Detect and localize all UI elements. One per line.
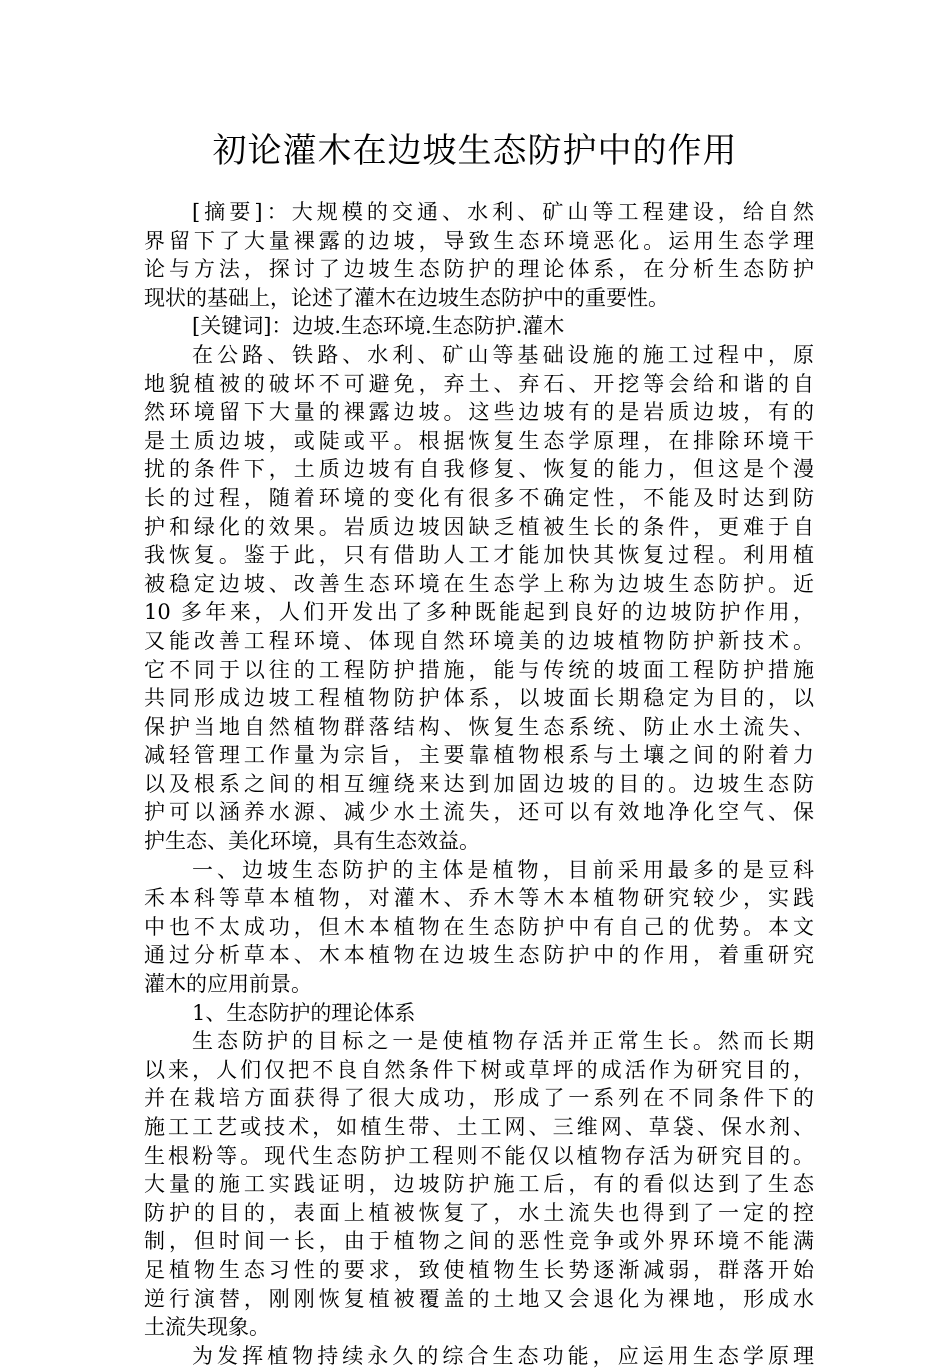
document-body <box>144 198 814 1370</box>
text-line: 并在栽培方面获得了很大成功，形成了一系列在不同条件下的 <box>144 1086 814 1111</box>
text-line: 大量的施工实践证明，边坡防护施工后，有的看似达到了生态 <box>144 1172 814 1197</box>
text-line: 禾本科等草本植物，对灌木、乔木等木本植物研究较少，实践 <box>144 886 814 911</box>
text-line: 扰的条件下，土质边坡有自我修复、恢复的能力，但这是个漫 <box>144 457 814 482</box>
text-line: 减轻管理工作量为宗旨，主要靠植物根系与土壤之间的附着力 <box>144 743 814 768</box>
text-line: 为发挥植物持续永久的综合生态功能，应运用生态学原理 <box>192 1343 814 1368</box>
text-line: 保护当地自然植物群落结构、恢复生态系统、防止水土流失、 <box>144 714 814 739</box>
text-line: 论与方法，探讨了边坡生态防护的理论体系，在分析生态防护 <box>144 257 814 282</box>
text-line: 防护的目的，表面上植被恢复了，水土流失也得到了一定的控 <box>144 1200 814 1225</box>
text-line: 护和绿化的效果。岩质边坡因缺乏植被生长的条件，更难于自 <box>144 514 814 539</box>
document-title: 初论灌木在边坡生态防护中的作用 <box>212 131 738 171</box>
text-line: 界留下了大量裸露的边坡，导致生态环境恶化。运用生态学理 <box>144 228 814 253</box>
text-line: 护生态、美化环境，具有生态效益。 <box>144 829 480 854</box>
text-line: 施工工艺或技术，如植生带、土工网、三维网、草袋、保水剂、 <box>144 1115 814 1139</box>
text-line: [关键词]：边坡.生态环境.生态防护.灌木 <box>192 314 565 339</box>
text-line: 被稳定边坡、改善生态环境在生态学上称为边坡生态防护。近 <box>144 571 814 596</box>
text-line: 又能改善工程环境、体现自然环境美的边坡植物防护新技术。 <box>144 628 814 653</box>
text-line: 逆行演替，刚刚恢复植被覆盖的土地又会退化为裸地，形成水 <box>144 1286 814 1311</box>
text-line: 一、边坡生态防护的主体是植物，目前采用最多的是豆科 <box>192 857 814 882</box>
text-line: 共同形成边坡工程植物防护体系，以坡面长期稳定为目的，以 <box>144 686 814 711</box>
text-line: 灌木的应用前景。 <box>144 972 312 997</box>
text-line: 我恢复。鉴于此，只有借助人工才能加快其恢复过程。利用植 <box>144 543 814 568</box>
text-line: 足植物生态习性的要求，致使植物生长势逐渐减弱，群落开始 <box>144 1257 814 1282</box>
text-line: 制，但时间一长，由于植物之间的恶性竞争或外界环境不能满 <box>144 1229 814 1254</box>
text-line: 以及根系之间的相互缠绕来达到加固边坡的目的。边坡生态防 <box>144 771 814 796</box>
text-line: 土流失现象。 <box>144 1315 270 1340</box>
text-line: 生根粉等。现代生态防护工程则不能仅以植物存活为研究目的。 <box>144 1143 814 1168</box>
text-line: 现状的基础上，论述了灌木在边坡生态防护中的重要性。 <box>144 285 669 310</box>
text-line: 在公路、铁路、水利、矿山等基础设施的施工过程中，原 <box>192 342 814 367</box>
text-line: 以来，人们仅把不良自然条件下树或草坪的成活作为研究目的， <box>144 1057 814 1082</box>
text-line: 1、生态防护的理论体系 <box>192 1000 416 1025</box>
text-line: 护可以涵养水源、减少水土流失，还可以有效地净化空气、保 <box>144 800 814 825</box>
text-line: 10 多年来，人们开发出了多种既能起到良好的边坡防护作用， <box>144 600 814 625</box>
text-line: 然环境留下大量的裸露边坡。这些边坡有的是岩质边坡，有的 <box>144 400 814 425</box>
text-line: 它不同于以往的工程防护措施，能与传统的坡面工程防护措施 <box>144 657 814 682</box>
text-line: 是土质边坡，或陡或平。根据恢复生态学原理，在排除环境干 <box>144 428 814 453</box>
text-line: 地貌植被的破坏不可避免，弃土、弃石、开挖等会给和谐的自 <box>144 371 814 396</box>
text-line: [摘要]：大规模的交通、水利、矿山等工程建设，给自然 <box>192 200 814 224</box>
text-line: 长的过程，随着环境的变化有很多不确定性，不能及时达到防 <box>144 485 814 510</box>
text-line: 中也不太成功，但木本植物在生态防护中有自己的优势。本文 <box>144 914 814 939</box>
text-line: 生态防护的目标之一是使植物存活并正常生长。然而长期 <box>192 1029 814 1054</box>
text-line: 通过分析草本、木本植物在边坡生态防护中的作用，着重研究 <box>144 943 814 968</box>
